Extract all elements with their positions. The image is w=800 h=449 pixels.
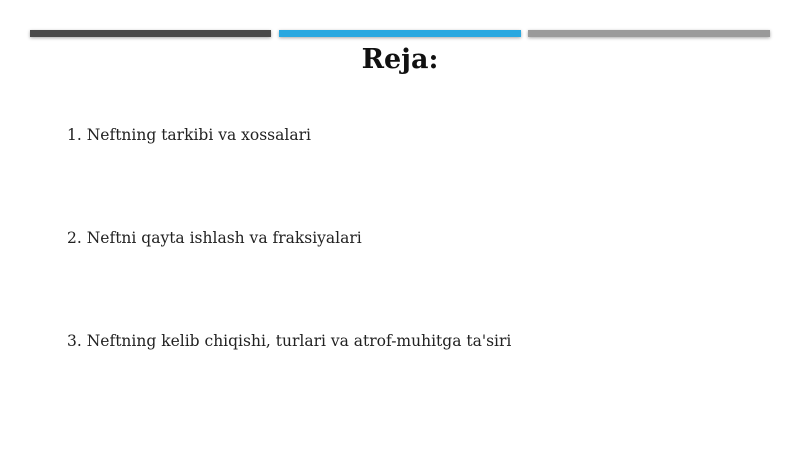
accent-bar-dark	[30, 30, 271, 37]
plan-item-1: 1. Neftning tarkibi va xossalari	[67, 126, 311, 144]
plan-item-3: 3. Neftning kelib chiqishi, turlari va atrof-muhitga ta'siri	[67, 332, 512, 350]
slide-title: Reja:	[361, 44, 439, 75]
accent-bar-gray	[528, 30, 770, 37]
accent-bar-blue	[279, 30, 521, 37]
plan-item-2: 2. Neftni qayta ishlash va fraksiyalari	[67, 229, 362, 247]
